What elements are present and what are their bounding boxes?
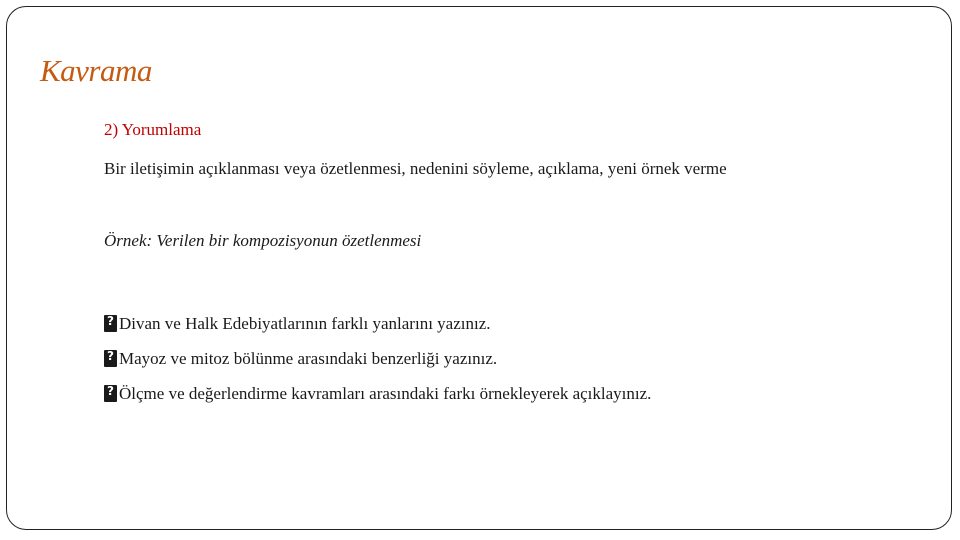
definition-text: Bir iletişimin açıklanması veya özetlenmesi, nedenini söyleme, açıklama, yeni örnek verme [104, 159, 727, 178]
bullet-text: Mayoz ve mitoz bölünme arasındaki benzerliği yazınız. [119, 348, 498, 368]
replacement-char-icon [104, 385, 117, 402]
bullet-item [104, 341, 651, 376]
replacement-char-icon [104, 315, 117, 332]
slide-title: Kavrama [40, 53, 152, 88]
bullet-list [104, 306, 651, 411]
example-text: Örnek: Verilen bir kompozisyonun özetlenmesi [104, 231, 422, 250]
replacement-char-icon [104, 350, 117, 367]
bullet-item [104, 306, 651, 341]
bullet-text: Ölçme ve değerlendirme kavramları arasındaki farkı örnekleyerek açıklayınız. [119, 383, 652, 403]
section-subheading: 2) Yorumlama [104, 120, 202, 139]
bullet-text: Divan ve Halk Edebiyatlarının farklı yanlarını yazınız. [119, 313, 491, 333]
bullet-item [104, 376, 651, 411]
